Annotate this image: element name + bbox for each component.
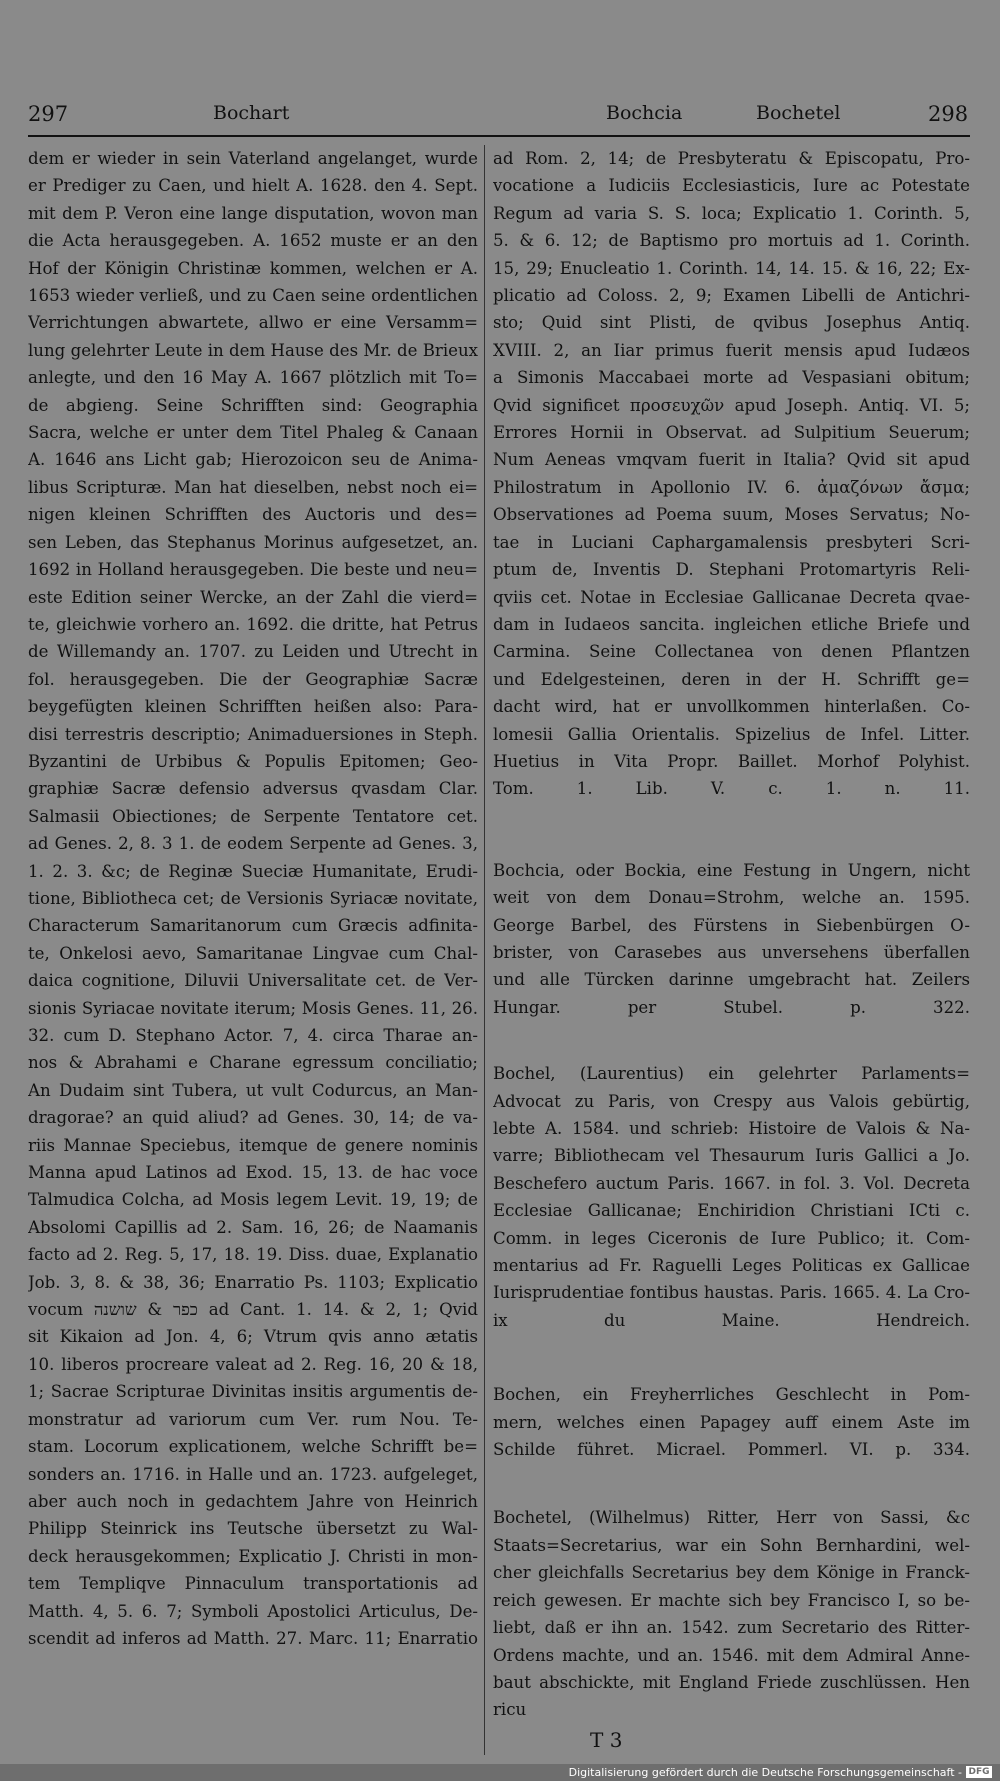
text-line: An Dudaim sint Tubera, ut vult Codurcus, an Man- xyxy=(28,1080,478,1100)
text-line: riis Mannae Speciebus, itemque de genere nominis xyxy=(28,1135,478,1155)
text-line: tione, Bibliotheca cet; de Versionis Syriacæ novitate, xyxy=(28,888,478,908)
text-line: Philostratum in Apollonio IV. 6. ἀμαζόνων ἄσμα; xyxy=(493,477,970,497)
text-line: sit Kikaion ad Jon. 4, 6; Vtrum qvis anno ætatis xyxy=(28,1327,478,1347)
text-line: disi terrestris descriptio; Animaduersiones in Steph. xyxy=(28,724,478,744)
footer-text: Digitalisierung gefördert durch die Deutsche Forschungsgemeinschaft - xyxy=(568,1766,962,1779)
left-column xyxy=(28,145,478,1652)
text-line: 1653 wieder verließ, und zu Caen seine ordentlichen xyxy=(28,286,478,306)
text-line: baut abschickte, mit England Friede zuschlüssen. Hen xyxy=(493,1672,970,1692)
header-title-middle: Bochcia xyxy=(606,102,683,124)
text-line: Beschefero auctum Paris. 1667. in fol. 3. Vol. Decreta xyxy=(493,1173,970,1193)
column-divider xyxy=(484,145,485,1755)
text-line: Salmasii Obiectiones; de Serpente Tentatore cet. xyxy=(28,806,478,826)
dictionary-entry xyxy=(493,1060,970,1334)
page-number-right: 298 xyxy=(928,102,969,126)
text-line: nigen kleinen Schrifften des Auctoris und des= xyxy=(28,505,478,525)
text-line: Job. 3, 8. & 38, 36; Enarratio Ps. 1103; Explicatio xyxy=(28,1272,478,1292)
header-title-left: Bochart xyxy=(213,102,290,124)
text-line: libus Scripturæ. Man hat dieselben, nebst noch ei= xyxy=(28,477,478,497)
text-line: sonders an. 1716. in Halle und an. 1723. aufgeleget, xyxy=(28,1464,478,1484)
text-line: 5. & 6. 12; de Baptismo pro mortuis ad 1. Corinth. xyxy=(493,231,970,251)
text-line: Bochen, ein Freyherrliches Geschlecht in Pom- xyxy=(493,1385,970,1405)
text-line: anlegte, und den 16 May A. 1667 plötzlich mit To= xyxy=(28,368,478,388)
text-line: Advocat zu Paris, von Crespy aus Valois gebürtig, xyxy=(493,1091,970,1111)
text-line: A. 1646 ans Licht gab; Hierozoicon seu de Anima- xyxy=(28,450,478,470)
text-line: de Willemandy an. 1707. zu Leiden und Utrecht in xyxy=(28,642,478,662)
text-line: weit von dem Donau=Strohm, welche an. 1595. xyxy=(493,888,970,908)
text-line: lomesii Gallia Orientalis. Spizelius de Infel. Litter. xyxy=(493,724,970,744)
text-line: Comm. in leges Ciceronis de Iure Publico; it. Com- xyxy=(493,1228,970,1248)
text-line: Ordens machte, und an. 1546. mit dem Admiral Anne- xyxy=(493,1645,970,1665)
text-line: graphiæ Sacræ defensio adversus qvasdam Clar. xyxy=(28,779,478,799)
page-number-left: 297 xyxy=(28,102,69,126)
text-line: Schilde führet. Micrael. Pommerl. VI. p. 334. xyxy=(493,1440,970,1460)
text-line: tem Templiqve Pinnaculum transportationis ad xyxy=(28,1574,478,1594)
header-rule xyxy=(28,135,970,137)
text-line: te, Onkelosi aevo, Samaritanae Lingvae cum Chal- xyxy=(28,943,478,963)
footer-bar xyxy=(0,1764,1000,1781)
dfg-logo: DFG xyxy=(966,1766,992,1778)
text-line: er Prediger zu Caen, und hielt A. 1628. den 4. Sept. xyxy=(28,176,478,196)
dictionary-entry xyxy=(493,1504,970,1723)
text-line: Iurisprudentiae fontibus haustas. Paris. 1665. 4. La Cro- xyxy=(493,1283,970,1303)
text-line: Observationes ad Poema suum, Moses Servatus; No- xyxy=(493,505,970,525)
text-line: Characterum Samaritanorum cum Græcis adfinita- xyxy=(28,916,478,936)
text-line: de abgieng. Seine Schrifften sind: Geographia xyxy=(28,395,478,415)
text-line: monstratur ad variorum cum Ver. rum Nou. Te- xyxy=(28,1409,478,1429)
text-line: Ecclesiae Gallicanae; Enchiridion Christiani ICti c. xyxy=(493,1201,970,1221)
text-line: tae in Luciani Caphargamalensis presbyteri Scri- xyxy=(493,532,970,552)
text-line: 1. 2. 3. &c; de Reginæ Sueciæ Humanitate, Erudi- xyxy=(28,861,478,881)
text-line: cher gleichfalls Secretarius bey dem Könige in Franck- xyxy=(493,1563,970,1583)
text-line: Byzantini de Urbibus & Populis Epitomen; Geo- xyxy=(28,751,478,771)
text-line: mit dem P. Veron eine lange disputation, wovon man xyxy=(28,203,478,223)
text-line: te, gleichwie vorhero an. 1692. die dritte, hat Petrus xyxy=(28,614,478,634)
text-line: vocatione a Iudiciis Ecclesiasticis, Iure ac Potestate xyxy=(493,176,970,196)
text-line: nos & Abrahami e Charane egressum conciliatio; xyxy=(28,1053,478,1073)
text-line: a Simonis Maccabaei morte ad Vespasiani obitum; xyxy=(493,368,970,388)
text-line: ricu xyxy=(493,1700,527,1720)
text-line: Hof der Königin Christinæ kommen, welchen er A. xyxy=(28,258,478,278)
text-line: Carmina. Seine Collectanea von denen Pflantzen xyxy=(493,642,970,662)
text-line: Qvid significet προσευχῶν apud Joseph. Antiq. VI. 5; xyxy=(493,395,970,415)
text-line: Matth. 4, 5. 6. 7; Symboli Apostolici Articulus, De- xyxy=(28,1601,478,1621)
text-line: Regum ad varia S. S. loca; Explicatio 1. Corinth. 5, xyxy=(493,203,970,223)
text-line: varre; Bibliothecam vel Thesaurum Iuris Gallici a Jo. xyxy=(493,1146,970,1166)
text-line: fol. herausgegeben. Die der Geographiæ Sacræ xyxy=(28,669,478,689)
text-line: mentarius ad Fr. Raguelli Leges Politicas ex Gallicae xyxy=(493,1256,970,1276)
text-line: este Edition seiner Wercke, an der Zahl die vierd= xyxy=(28,587,478,607)
text-line: brister, von Carasebes aus unversehens überfallen xyxy=(493,942,970,962)
text-line: deck herausgekommen; Explicatio J. Christi in mon- xyxy=(28,1546,478,1566)
text-line: facto ad 2. Reg. 5, 17, 18. 19. Diss. duae, Explanatio xyxy=(28,1245,478,1265)
text-line: qviis cet. Notae in Ecclesiae Gallicanae Decreta qvae- xyxy=(493,587,970,607)
text-line: 1; Sacrae Scripturae Divinitas insitis argumentis de- xyxy=(28,1382,478,1402)
dictionary-entry xyxy=(493,1381,970,1463)
text-line: dam in Iudaeos sancita. ingleichen etliche Briefe und xyxy=(493,614,970,634)
text-line: und Edelgesteinen, deren in der H. Schrifft ge= xyxy=(493,669,970,689)
text-line: liebt, daß er ihn an. 1542. zum Secretario des Ritter- xyxy=(493,1618,970,1638)
text-line: sto; Quid sint Plisti, de qvibus Josephus Antiq. xyxy=(493,313,970,333)
text-line: vocum כפר & שושנה ad Cant. 1. 14. & 2, 1; Qvid xyxy=(28,1300,478,1320)
text-line: mern, welches einen Papagey auff einem Aste im xyxy=(493,1412,970,1432)
text-line: ad Genes. 2, 8. 3 1. de eodem Serpente ad Genes. 3, xyxy=(28,834,478,854)
text-line: sionis Syriacae novitate iterum; Mosis Genes. 11, 26. xyxy=(28,998,478,1018)
dictionary-entry xyxy=(493,857,970,1021)
text-line: XVIII. 2, an Iiar primus fuerit mensis apud Iudæos xyxy=(493,340,970,360)
text-line: Staats=Secretarius, war ein Sohn Bernhardini, wel- xyxy=(493,1535,970,1555)
text-line: Absolomi Capillis ad 2. Sam. 16, 26; de Naamanis xyxy=(28,1217,478,1237)
text-line: scendit ad inferos ad Matth. 27. Marc. 11; Enarratio xyxy=(28,1628,478,1648)
text-line: Bochcia, oder Bockia, eine Festung in Ungern, nicht xyxy=(493,860,970,880)
text-line: ix du Maine. Hendreich. xyxy=(493,1310,970,1330)
text-line: Num Aeneas vmqvam fuerit in Italia? Qvid sit apud xyxy=(493,450,970,470)
text-line: Hungar. per Stubel. p. 322. xyxy=(493,997,970,1017)
right-column xyxy=(493,145,970,1724)
text-line: lebte A. 1584. und schrieb: Histoire de Valois & Na- xyxy=(493,1119,970,1138)
entry-spacer xyxy=(493,1334,970,1381)
entry-spacer xyxy=(493,1463,970,1504)
text-line: Philipp Steinrick ins Teutsche übersetzt zu Wal- xyxy=(28,1519,478,1539)
text-line: 1692 in Holland herausgegeben. Die beste und neu= xyxy=(28,560,478,580)
text-line: Talmudica Colcha, ad Mosis legem Levit. 19, 19; de xyxy=(28,1190,478,1210)
text-line: dacht wird, hat er unvollkommen hinterlaßen. Co- xyxy=(493,697,970,717)
signature-mark: T 3 xyxy=(590,1728,623,1752)
text-line: Verrichtungen abwartete, allwo er eine Versamm= xyxy=(28,313,478,333)
text-line: lung gelehrter Leute in dem Hause des Mr. de Brieux xyxy=(28,340,478,360)
text-line: aber auch noch in gedachtem Jahre von Heinrich xyxy=(28,1491,478,1511)
text-line: Huetius in Vita Propr. Baillet. Morhof Polyhist. xyxy=(493,751,970,771)
text-line: dragorae? an quid aliud? ad Genes. 30, 14; de va- xyxy=(28,1108,478,1128)
text-line: und alle Türcken darinne umgebracht hat. Zeilers xyxy=(493,970,970,990)
text-line: beygefügten kleinen Schrifften heißen also: Para- xyxy=(28,697,478,717)
text-line: reich gewesen. Er machte sich bey Francisco I, so be- xyxy=(493,1590,970,1610)
text-line: Tom. 1. Lib. V. c. 1. n. 11. xyxy=(493,779,970,799)
text-line: ad Rom. 2, 14; de Presbyteratu & Episcopatu, Pro- xyxy=(493,149,970,168)
text-line: daica cognitione, Diluvii Universalitate cet. de Ver- xyxy=(28,971,478,991)
header-title-right: Bochetel xyxy=(756,102,841,124)
text-line: Manna apud Latinos ad Exod. 15, 13. de hac voce xyxy=(28,1163,478,1183)
entry-spacer xyxy=(493,803,970,857)
text-line: dem er wieder in sein Vaterland angelanget, wurde xyxy=(28,149,478,168)
text-line: die Acta herausgegeben. A. 1652 muste er an den xyxy=(28,231,478,251)
text-line: 32. cum D. Stephano Actor. 7, 4. circa Tharae an- xyxy=(28,1026,478,1045)
text-line: George Barbel, des Fürstens in Siebenbürgen O- xyxy=(493,915,970,935)
text-line: ptum de, Inventis D. Stephani Protomartyris Reli- xyxy=(493,560,970,580)
text-line: plicatio ad Coloss. 2, 9; Examen Libelli de Antichri- xyxy=(493,286,970,306)
dictionary-entry xyxy=(493,145,970,803)
text-line: 15, 29; Enucleatio 1. Corinth. 14, 14. 15. & 16, 22; Ex- xyxy=(493,258,970,278)
text-line: Bochetel, (Wilhelmus) Ritter, Herr von Sassi, &c xyxy=(493,1508,970,1528)
text-line: 10. liberos procreare valeat ad 2. Reg. 16, 20 & 18, xyxy=(28,1354,478,1374)
text-line: Bochel, (Laurentius) ein gelehrter Parlaments= xyxy=(493,1064,970,1084)
text-line: Errores Hornii in Observat. ad Sulpitium Seuerum; xyxy=(493,423,970,443)
text-line: sen Leben, das Stephanus Morinus aufgesetzet, an. xyxy=(28,532,478,552)
text-line: Sacra, welche er unter dem Titel Phaleg & Canaan xyxy=(28,423,478,443)
entry-spacer xyxy=(493,1021,970,1060)
text-line: stam. Locorum explicationem, welche Schrifft be= xyxy=(28,1437,478,1457)
